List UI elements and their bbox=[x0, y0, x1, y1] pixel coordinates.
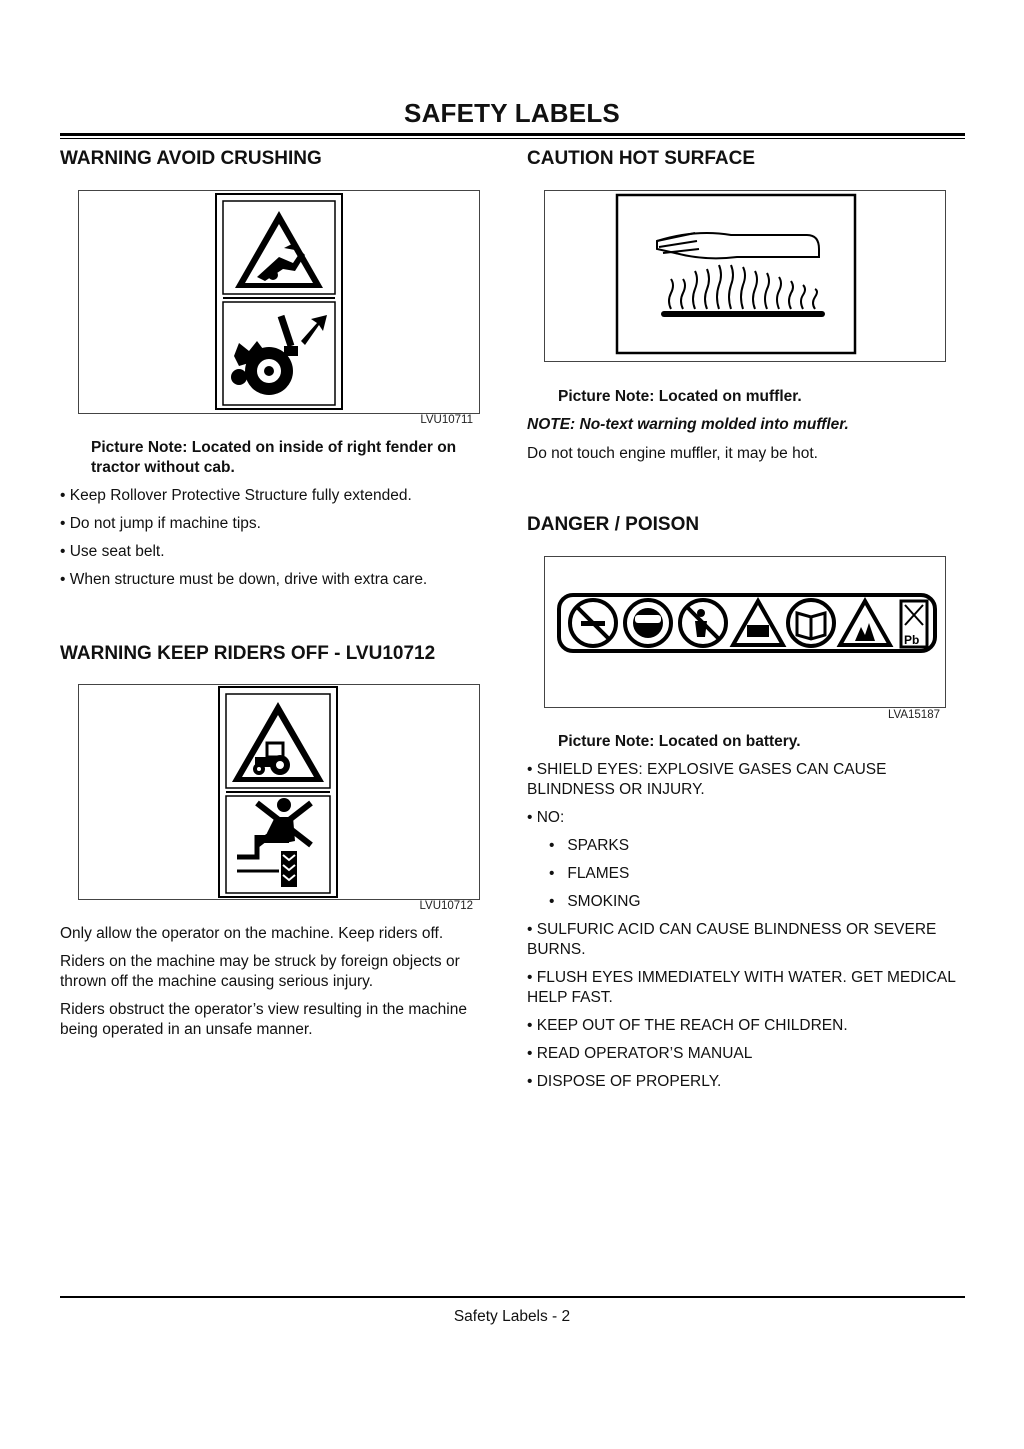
list-item: • SHIELD EYES: EXPLOSIVE GASES CAN CAUSE BLINDNESS OR INJURY. bbox=[527, 761, 887, 798]
poison-picture-note: Picture Note: Located on battery. bbox=[558, 733, 801, 750]
poison-label-picture bbox=[544, 556, 946, 708]
list-item: • NO: bbox=[527, 809, 565, 826]
heading-keep-riders-off: WARNING KEEP RIDERS OFF - LVU10712 bbox=[60, 643, 436, 664]
poison-bullet-list bbox=[527, 760, 957, 1100]
paragraph: Only allow the operator on the machine. Keep riders off. bbox=[60, 925, 444, 942]
crushing-label-code: LVU10711 bbox=[420, 414, 473, 426]
hot-surface-picture-note: Picture Note: Located on muffler. bbox=[558, 388, 802, 405]
footer-rule bbox=[60, 1296, 965, 1298]
riders-label-picture bbox=[78, 684, 480, 900]
list-item: • When structure must be down, drive with extra care. bbox=[60, 571, 428, 588]
crushing-picture-note: Picture Note: Located on inside of right fender on tractor without cab. bbox=[91, 439, 457, 476]
paragraph: Riders on the machine may be struck by foreign objects or thrown off the machine causing serious injury. bbox=[60, 953, 460, 990]
hot-surface-text: Do not touch engine muffler, it may be hot. bbox=[527, 445, 818, 462]
title-rule-thin bbox=[60, 138, 965, 139]
hot-surface-note: NOTE: No-text warning molded into muffler. bbox=[527, 416, 849, 433]
list-item: • SMOKING bbox=[549, 893, 641, 910]
riders-label-code: LVU10712 bbox=[419, 900, 473, 912]
crushing-decal-icon bbox=[79, 191, 479, 413]
battery-decal-strip bbox=[545, 557, 945, 707]
list-item: • FLAMES bbox=[549, 865, 630, 882]
list-item: • Use seat belt. bbox=[60, 543, 165, 560]
list-item: • Keep Rollover Protective Structure fully extended. bbox=[60, 487, 412, 504]
riders-paragraphs bbox=[60, 924, 500, 1040]
heading-avoid-crushing: WARNING AVOID CRUSHING bbox=[60, 148, 322, 169]
list-item: • SULFURIC ACID CAN CAUSE BLINDNESS OR SEVERE BURNS. bbox=[527, 921, 937, 958]
riders-decal-icon bbox=[79, 685, 479, 899]
heading-danger-poison: DANGER / POISON bbox=[527, 514, 700, 535]
poison-label-code: LVA15187 bbox=[887, 709, 940, 721]
page-footer: Safety Labels - 2 bbox=[453, 1308, 571, 1325]
pb-icon-text: Pb bbox=[904, 633, 920, 647]
paragraph: Riders obstruct the operator’s view resulting in the machine being operated in an unsafe manner. bbox=[60, 1001, 467, 1038]
list-item: • READ OPERATOR’S MANUAL bbox=[527, 1045, 753, 1062]
list-item: • SPARKS bbox=[549, 837, 630, 854]
list-item: • KEEP OUT OF THE REACH OF CHILDREN. bbox=[527, 1017, 848, 1034]
list-item: • Do not jump if machine tips. bbox=[60, 515, 261, 532]
hot-surface-decal-icon bbox=[545, 191, 945, 361]
crushing-label-picture bbox=[78, 190, 480, 414]
crushing-bullet-list bbox=[60, 486, 500, 598]
page-title: SAFETY LABELS bbox=[404, 98, 620, 128]
list-item: • FLUSH EYES IMMEDIATELY WITH WATER. GET MEDICAL HELP FAST. bbox=[527, 969, 956, 1006]
hot-surface-label-picture bbox=[544, 190, 946, 362]
title-rule bbox=[60, 133, 965, 136]
list-item: • DISPOSE OF PROPERLY. bbox=[527, 1073, 722, 1090]
heading-hot-surface: CAUTION HOT SURFACE bbox=[527, 148, 755, 169]
